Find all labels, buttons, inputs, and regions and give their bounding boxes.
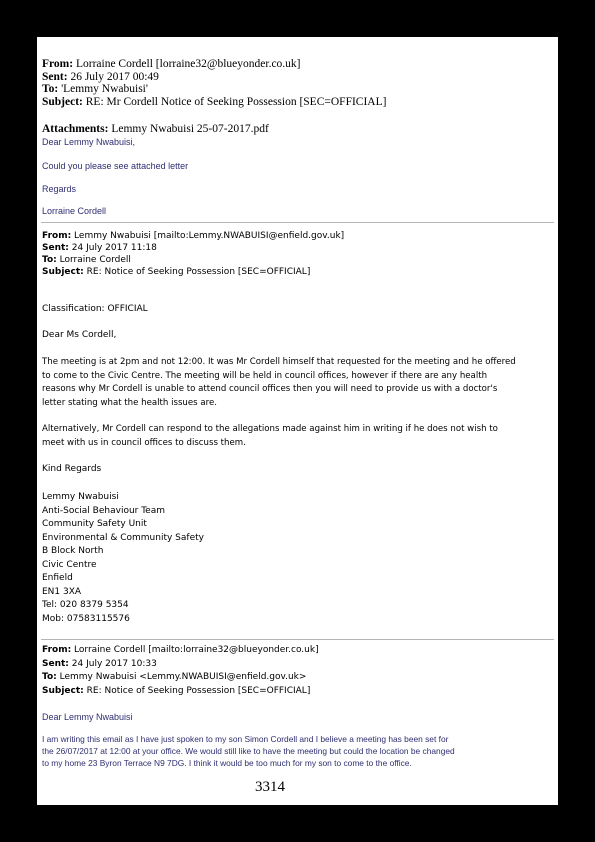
email2-para1-line: to come to the Civic Centre. The meeting will be held in council offices, however if there are any health bbox=[42, 370, 488, 381]
email2-to-value: Lorraine Cordell bbox=[59, 255, 131, 265]
email1-to-line: To: 'Lemmy Nwabuisi' bbox=[42, 83, 148, 95]
email3-body-line: the 26/07/2017 at 12:00 at your office. We would still like to have the meeting but could the location be changed bbox=[42, 746, 455, 756]
email1-attachments-line: Attachments: Lemmy Nwabuisi 25-07-2017.pdf bbox=[42, 123, 269, 135]
email2-closing: Kind Regards bbox=[42, 464, 102, 474]
email2-classification: Classification: OFFICIAL bbox=[42, 304, 148, 314]
email3-greeting: Dear Lemmy Nwabuisi bbox=[42, 712, 133, 722]
email1-subject-line: Subject: RE: Mr Cordell Notice of Seeking Possession [SEC=OFFICIAL] bbox=[42, 95, 387, 108]
email1-subject-value: RE: Mr Cordell Notice of Seeking Possession [SEC=OFFICIAL] bbox=[85, 95, 387, 108]
email2-para1-line: The meeting is at 2pm and not 12:00. It was Mr Cordell himself that requested for the meeting and he offered bbox=[42, 357, 516, 367]
email3-sent-line: Sent: 24 July 2017 10:33 bbox=[42, 658, 157, 669]
page-number: 3314 bbox=[255, 779, 285, 795]
email1-sent-value: 26 July 2017 00:49 bbox=[70, 70, 159, 83]
email2-signature-line: Enfield bbox=[42, 573, 73, 583]
email2-signature-line: Mob: 07583115576 bbox=[42, 613, 130, 624]
email2-para2-line: Alternatively, Mr Cordell can respond to the allegations made against him in writing if he does not wish to bbox=[42, 424, 498, 434]
email1-signature: Lorraine Cordell bbox=[42, 206, 107, 216]
email3-subject-line: Subject: RE: Notice of Seeking Possession [SEC=OFFICIAL] bbox=[42, 685, 311, 696]
email2-signature-line: Tel: 020 8379 5354 bbox=[42, 600, 129, 610]
email2-greeting: Dear Ms Cordell, bbox=[42, 330, 117, 340]
email2-para1-line: reasons why Mr Cordell is unable to attend council offices then you will need to provide us with a doctor's bbox=[42, 384, 498, 394]
email3-from-line: From: Lorraine Cordell [mailto:lorraine32@blueyonder.co.uk] bbox=[42, 645, 319, 655]
email3-from-value: Lorraine Cordell [mailto:lorraine32@blueyonder.co.uk] bbox=[74, 645, 319, 655]
email3-body-line: I am writing this email as I have just spoken to my son Simon Cordell and I believe a meeting has been set for bbox=[42, 734, 449, 744]
email2-subject-line: Subject: RE: Notice of Seeking Possession [SEC=OFFICIAL] bbox=[42, 267, 311, 277]
email2-signature-line: Civic Centre bbox=[42, 559, 97, 570]
email2-sent-line: Sent: 24 July 2017 11:18 bbox=[42, 243, 157, 253]
email3-to-line: To: Lemmy Nwabuisi <Lemmy.NWABUISI@enfield.gov.uk> bbox=[42, 672, 307, 682]
email2-para2-line: meet with us in council offices to discuss them. bbox=[42, 437, 246, 448]
email2-sent-value: 24 July 2017 11:18 bbox=[71, 243, 157, 253]
email1-from-value: Lorraine Cordell [lorraine32@blueyonder.co.uk] bbox=[75, 58, 301, 70]
email2-to-line: To: Lorraine Cordell bbox=[42, 255, 131, 265]
email3-body-line: to my home 23 Byron Terrace N9 7DG. I think it would be too much for my son to come to the office. bbox=[42, 758, 412, 768]
email1-from-line: From: Lorraine Cordell [lorraine32@blueyonder.co.uk] bbox=[42, 58, 301, 70]
email2-from-line: From: Lemmy Nwabuisi [mailto:Lemmy.NWABUISI@enfield.gov.uk] bbox=[42, 231, 345, 241]
email1-sent-line: Sent: 26 July 2017 00:49 bbox=[42, 70, 159, 83]
email1-attachment-link[interactable]: Lemmy Nwabuisi 25-07-2017.pdf bbox=[111, 123, 269, 135]
email2-signature-line: Environmental & Community Safety bbox=[42, 532, 204, 543]
email2-signature-line: EN1 3XA bbox=[42, 586, 82, 597]
email2-from-value: Lemmy Nwabuisi [mailto:Lemmy.NWABUISI@enfield.gov.uk] bbox=[74, 231, 345, 241]
email1-body: Could you please see attached letter bbox=[42, 161, 189, 171]
email2-subject-value: RE: Notice of Seeking Possession [SEC=OFFICIAL] bbox=[86, 267, 311, 277]
email2-signature-line: Community Safety Unit bbox=[42, 519, 147, 529]
email2-para1-line: letter stating what the health issues are. bbox=[42, 397, 217, 408]
email1-to-value: 'Lemmy Nwabuisi' bbox=[61, 83, 148, 95]
email3-subject-value: RE: Notice of Seeking Possession [SEC=OFFICIAL] bbox=[86, 685, 311, 696]
email2-signature-line: B Block North bbox=[42, 546, 104, 556]
email2-signature-line: Anti-Social Behaviour Team bbox=[42, 505, 165, 516]
email1-closing: Regards bbox=[42, 184, 77, 194]
document-page bbox=[37, 37, 558, 805]
email2-signature-line: Lemmy Nwabuisi bbox=[42, 492, 119, 502]
email1-greeting: Dear Lemmy Nwabuisi, bbox=[42, 137, 136, 147]
email3-sent-value: 24 July 2017 10:33 bbox=[71, 658, 157, 669]
email3-to-value: Lemmy Nwabuisi <Lemmy.NWABUISI@enfield.gov.uk> bbox=[59, 672, 307, 682]
email-divider bbox=[41, 639, 554, 640]
email-divider bbox=[41, 222, 554, 223]
